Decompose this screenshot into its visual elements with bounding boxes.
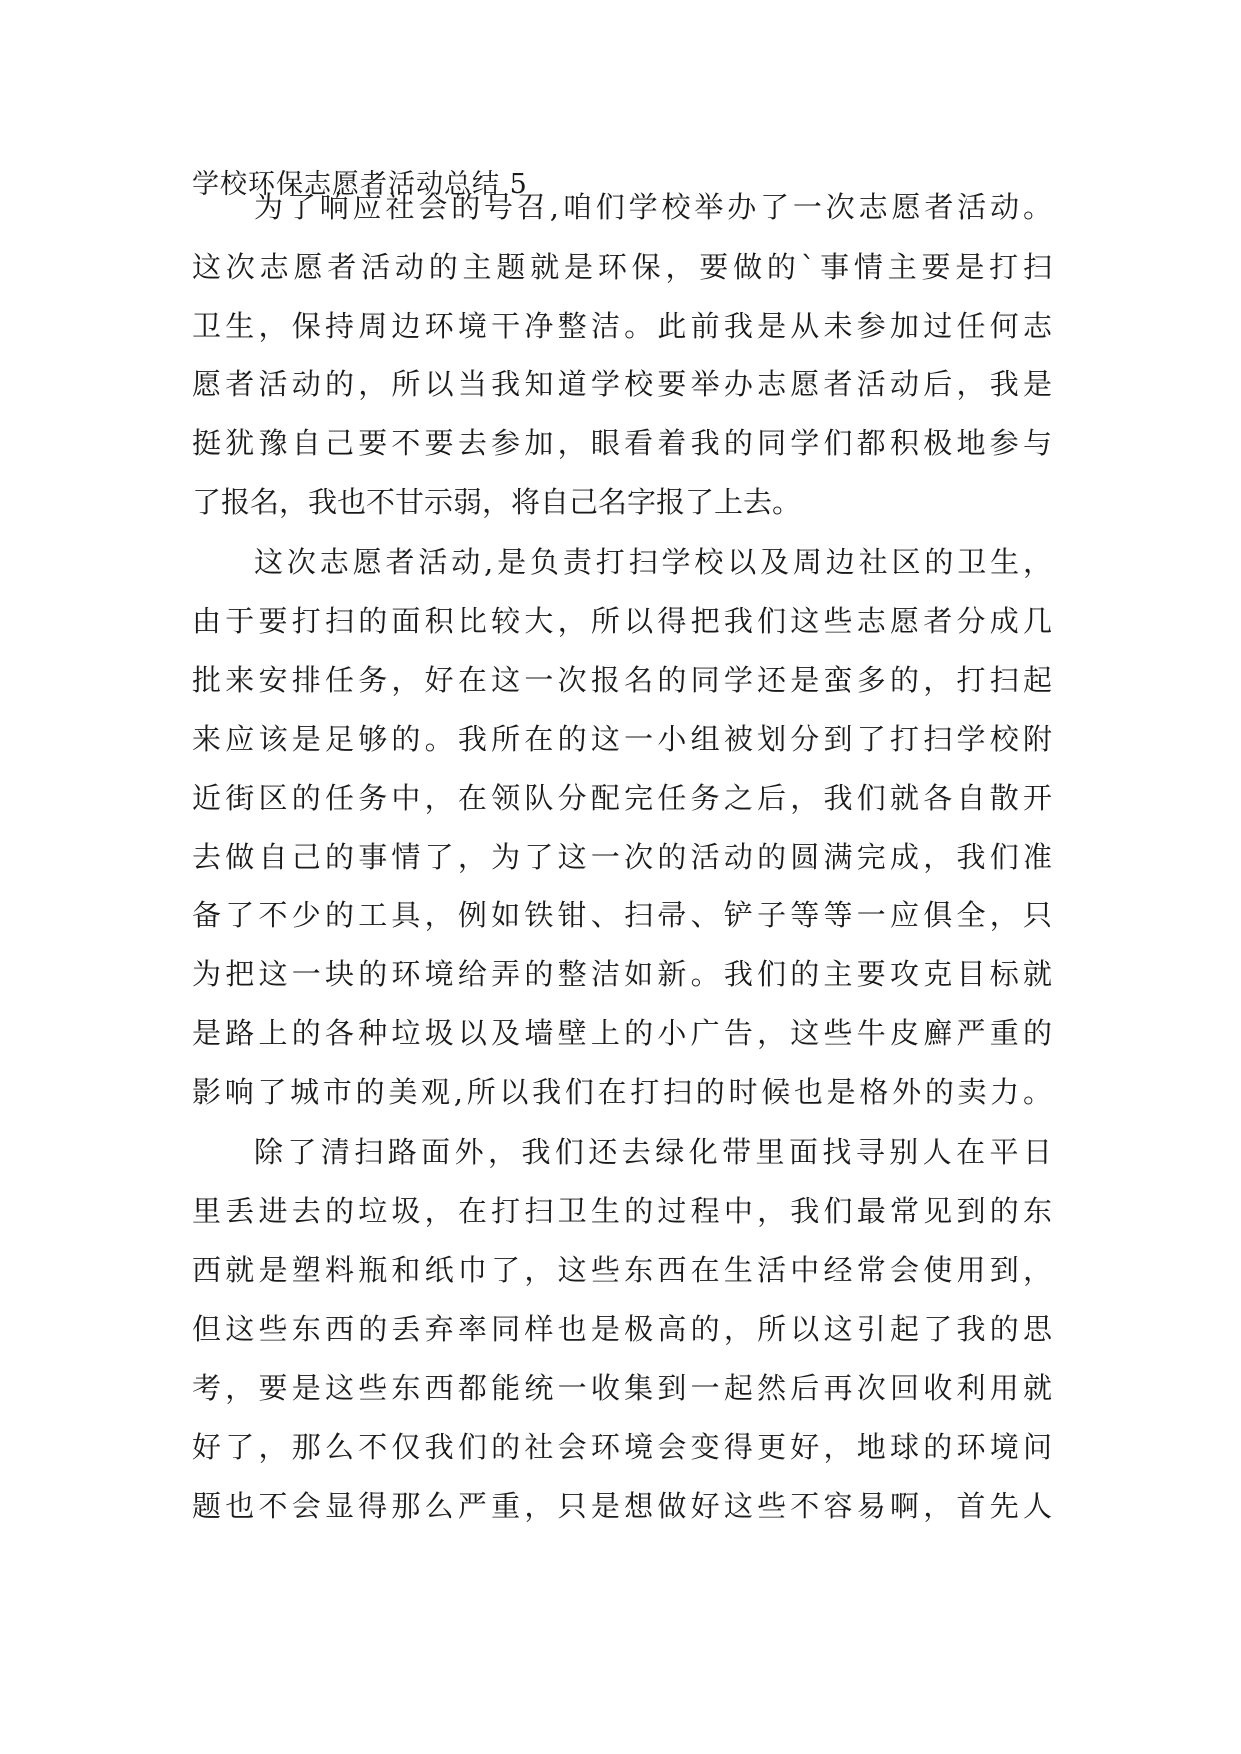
paragraph-line: 题也不会显得那么严重，只是想做好这些不容易啊，首先人: [192, 1489, 1052, 1523]
paragraph-line: 是路上的各种垃圾以及墙壁上的小广告，这些牛皮廯严重的: [192, 1016, 1052, 1050]
paragraph-line: 去做自己的事情了，为了这一次的活动的圆满完成，我们准: [192, 840, 1052, 874]
paragraph-line: 挺犹豫自己要不要去参加，眼看着我的同学们都积极地参与: [192, 426, 1052, 460]
paragraph-line: 愿者活动的，所以当我知道学校要举办志愿者活动后，我是: [192, 367, 1052, 401]
paragraph-line: 影响了城市的美观,所以我们在打扫的时候也是格外的卖力。: [192, 1075, 1052, 1109]
paragraph-line: 里丢进去的垃圾，在打扫卫生的过程中，我们最常见到的东: [192, 1194, 1052, 1228]
paragraph-line: 卫生，保持周边环境干净整洁。此前我是从未参加过任何志: [192, 309, 1052, 343]
paragraph-line: 考，要是这些东西都能统一收集到一起然后再次回收利用就: [192, 1371, 1052, 1405]
paragraph-line: 除了清扫路面外，我们还去绿化带里面找寻别人在平日: [254, 1135, 1052, 1169]
paragraph-line: 备了不少的工具，例如铁钳、扫帚、铲子等等一应俱全，只: [192, 898, 1052, 932]
paragraph-line: 但这些东西的丢弃率同样也是极高的，所以这引起了我的思: [192, 1312, 1052, 1346]
paragraph-line: 西就是塑料瓶和纸巾了，这些东西在生活中经常会使用到，: [192, 1253, 1052, 1287]
paragraph-line: 近街区的任务中，在领队分配完任务之后，我们就各自散开: [192, 781, 1052, 815]
paragraph-line: 来应该是足够的。我所在的这一小组被划分到了打扫学校附: [192, 722, 1052, 756]
paragraph-line: 好了，那么不仅我们的社会环境会变得更好，地球的环境问: [192, 1430, 1052, 1464]
paragraph-line: 了报名，我也不甘示弱，将自己名字报了上去。: [192, 485, 802, 519]
paragraph-line: 为把这一块的环境给弄的整洁如新。我们的主要攻克目标就: [192, 957, 1052, 991]
paragraph-line: 由于要打扫的面积比较大，所以得把我们这些志愿者分成几: [192, 604, 1052, 638]
document-title: 学校环保志愿者活动总结 5: [192, 169, 528, 200]
paragraph-line: 这次志愿者活动的主题就是环保，要做的`事情主要是打扫: [192, 250, 1052, 284]
paragraph-line: 批来安排任务，好在这一次报名的同学还是蛮多的，打扫起: [192, 663, 1052, 697]
paragraph-line: 这次志愿者活动,是负责打扫学校以及周边社区的卫生，: [254, 545, 1052, 579]
paragraph-line: 为了响应社会的号召,咱们学校举办了一次志愿者活动。: [254, 190, 1052, 224]
